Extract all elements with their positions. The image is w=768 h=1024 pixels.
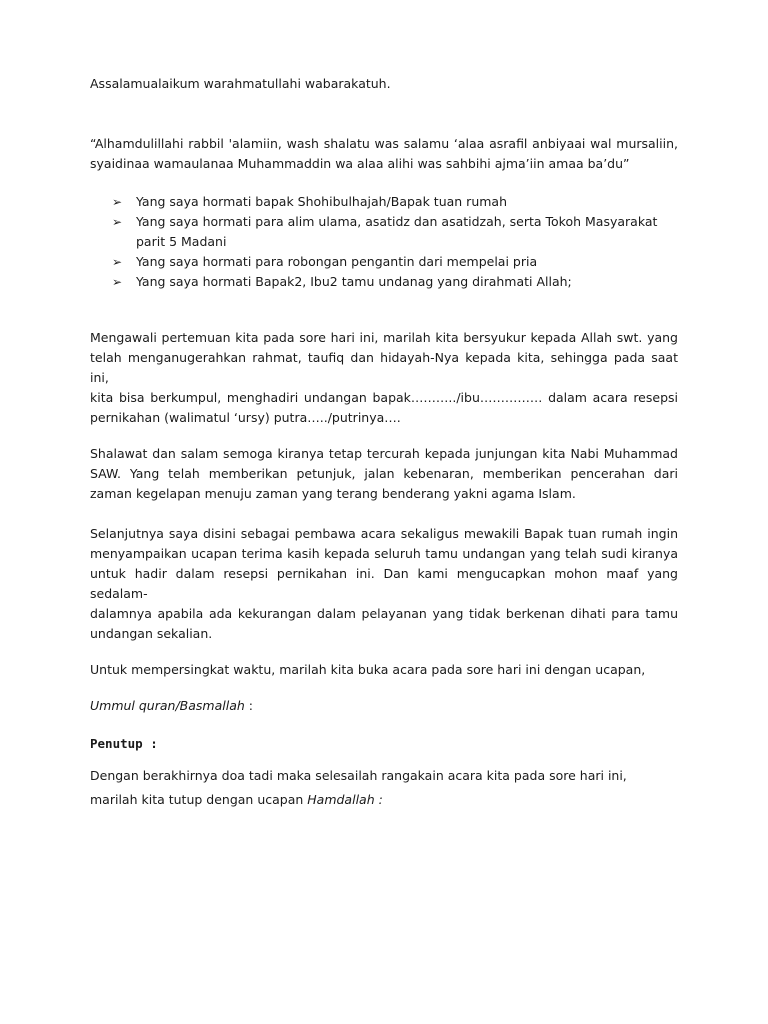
arrow-bullet-icon: ➢ [112, 255, 123, 269]
paragraph-opening-prayer: Untuk mempersingkat waktu, marilah kita buka acara pada sore hari ini dengan ucapan, [90, 662, 646, 677]
list-item [90, 212, 678, 252]
opening-quote-line-2: syaidinaa wamaulanaa Muhammaddin wa alaa alihi was sahbihi ajma’iin amaa ba’du” [90, 156, 630, 171]
opening-quote-line-1: “Alhamdulillahi rabbil 'alamiin, wash shalatu was salamu ‘alaa asrafil anbiyaai wal mursaliin, [90, 136, 678, 151]
arrow-bullet-icon: ➢ [112, 215, 123, 229]
paragraph-line: kita bisa berkumpul, menghadiri undangan bapak………../ibu…………… dalam acara resepsi [90, 390, 678, 405]
paragraph-line: Mengawali pertemuan kita pada sore hari ini, marilah kita bersyukur kepada Allah swt. yang [90, 330, 678, 345]
hamdallah-label: Hamdallah : [307, 792, 383, 807]
opening-quote [90, 134, 678, 174]
list-item-text: Yang saya hormati para robongan pengantin dari mempelai pria [136, 254, 538, 269]
closing-line-1: Dengan berakhirnya doa tadi maka selesailah rangakain acara kita pada sore hari ini, [90, 768, 627, 783]
paragraph-shalawat [90, 444, 678, 504]
paragraph-opening [90, 328, 678, 428]
paragraph-line: untuk hadir dalam resepsi pernikahan ini. Dan kami mengucapkan mohon maaf yang sedalam- [90, 566, 678, 601]
ummul-quran-line [90, 696, 678, 716]
paragraph-line: dalamnya apabila ada kekurangan dalam pelayanan yang tidak berkenan dihati para tamu [90, 606, 678, 621]
list-item [90, 272, 678, 292]
paragraph-line: zaman kegelapan menuju zaman yang terang benderang yakni agama Islam. [90, 486, 576, 501]
list-item [90, 252, 678, 272]
greeting-line: Assalamualaikum warahmatullahi wabarakatuh. [90, 76, 391, 91]
paragraph-gratitude [90, 524, 678, 644]
paragraph-line: SAW. Yang telah memberikan petunjuk, jalan kebenaran, memberikan pencerahan dari [90, 466, 678, 481]
paragraph-line: menyampaikan ucapan terima kasih kepada seluruh tamu undangan yang telah sudi kiranya [90, 546, 678, 561]
closing-line-2 [90, 790, 678, 810]
penutup-heading: Penutup : [90, 736, 158, 751]
arrow-bullet-icon: ➢ [112, 195, 123, 209]
ummul-quran-label: Ummul quran/Basmallah [90, 698, 245, 713]
paragraph-line: Selanjutnya saya disini sebagai pembawa acara sekaligus mewakili Bapak tuan rumah ingin [90, 526, 678, 541]
arrow-bullet-icon: ➢ [112, 275, 123, 289]
ummul-quran-colon: : [244, 698, 253, 713]
list-item-text: Yang saya hormati Bapak2, Ibu2 tamu undanag yang dirahmati Allah; [136, 274, 572, 289]
closing-paragraph [90, 766, 678, 810]
list-item-text: Yang saya hormati para alim ulama, asatidz dan asatidzah, serta Tokoh Masyarakat [136, 214, 658, 229]
paragraph-line: pernikahan (walimatul ‘ursy) putra…../putrinya…. [90, 410, 401, 425]
paragraph-line: Shalawat dan salam semoga kiranya tetap tercurah kepada junjungan kita Nabi Muhammad [90, 446, 678, 461]
list-item-text: Yang saya hormati bapak Shohibulhajah/Bapak tuan rumah [136, 194, 508, 209]
list-item [90, 192, 678, 212]
salutation-list [90, 192, 678, 292]
paragraph-line: telah menganugerahkan rahmat, taufiq dan hidayah-Nya kepada kita, sehingga pada saat ini, [90, 350, 678, 385]
closing-line-2-text: marilah kita tutup dengan ucapan [90, 792, 308, 807]
list-item-text-continued: parit 5 Madani [136, 234, 227, 249]
paragraph-line: undangan sekalian. [90, 626, 213, 641]
